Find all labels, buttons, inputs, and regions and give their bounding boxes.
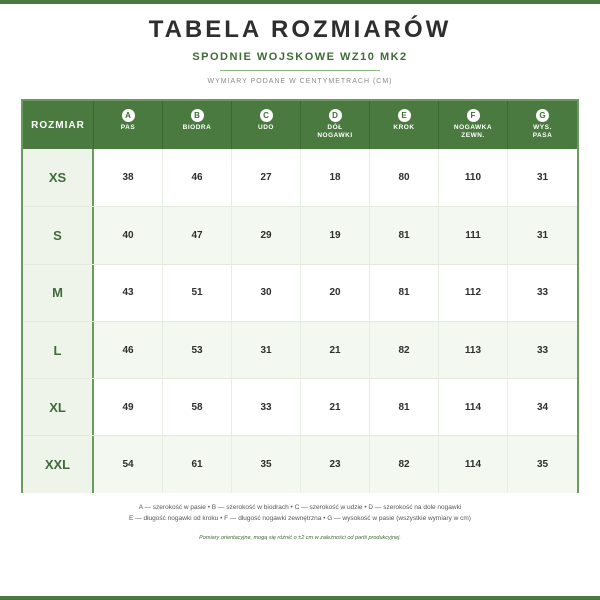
measurement-legend: [0, 502, 600, 524]
measurement-cell: 31: [232, 322, 301, 378]
measurement-cell: 20: [301, 265, 370, 321]
units-note: WYMIARY PODANE W CENTYMETRACH (CM): [207, 78, 393, 85]
column-header-c: [232, 101, 301, 149]
table-row: [23, 264, 577, 321]
measurement-cell: 61: [163, 436, 232, 492]
column-letter-badge: E: [398, 109, 411, 122]
table-row: [23, 149, 577, 206]
measurement-cell: 33: [536, 344, 549, 356]
column-header-g: [508, 101, 577, 149]
column-header-b: [163, 101, 232, 149]
size-label: M: [23, 265, 94, 321]
measurement-cell: 82: [370, 436, 439, 492]
disclaimer-note: Pomiary orientacyjne, mogą się różnić o ±2 cm w zależności od partii produkcyjnej.: [199, 535, 401, 541]
measurement-cell: 113: [439, 322, 508, 378]
size-label: XL: [23, 379, 94, 435]
column-letter-badge: C: [260, 109, 273, 122]
size-label: S: [23, 207, 94, 263]
measurement-cell: 58: [163, 379, 232, 435]
column-label: NOGAWKA ZEWN.: [453, 124, 493, 139]
column-letter-badge: F: [467, 109, 480, 122]
column-header-f: [439, 101, 508, 149]
measurement-cell: 114: [439, 436, 508, 492]
measurement-cell: 31: [536, 229, 549, 241]
measurement-cell: 82: [370, 322, 439, 378]
table-row: [23, 321, 577, 378]
measurement-cell: 18: [301, 149, 370, 206]
measurement-cell: 47: [163, 207, 232, 263]
measurement-cell: 35: [232, 436, 301, 492]
legend-line-1: A — szerokość w pasie • B — szerokość w biodrach • C — szerokość w udzie • D — szerokość na dole nogawki: [138, 504, 462, 511]
column-letter-badge: G: [536, 109, 549, 122]
measurement-cell: 29: [232, 207, 301, 263]
column-label: DÓŁ NOGAWKI: [317, 124, 353, 139]
top-accent-bar: [0, 0, 600, 4]
measurement-cell: 33: [536, 287, 549, 299]
measurement-cell: 81: [370, 265, 439, 321]
column-label: KROK: [393, 124, 415, 131]
size-column-header: ROZMIAR: [23, 101, 94, 149]
measurement-cell: 23: [301, 436, 370, 492]
measurement-cell: 114: [439, 379, 508, 435]
column-label: UDO: [258, 124, 274, 131]
page-title: TABELA ROZMIARÓW: [148, 16, 452, 43]
column-label: PAS: [120, 124, 136, 131]
measurement-cell: 46: [94, 322, 163, 378]
measurement-cell: 35: [536, 459, 549, 471]
measurement-cell: 110: [439, 149, 508, 206]
measurement-cell: 81: [370, 379, 439, 435]
size-label: XS: [23, 149, 94, 206]
page-header: [0, 16, 600, 87]
measurement-cell: 31: [536, 172, 549, 184]
size-label: L: [23, 322, 94, 378]
measurement-cell: 34: [536, 401, 549, 413]
measurement-cell: 33: [232, 379, 301, 435]
column-letter-badge: A: [122, 109, 135, 122]
measurement-cell: 46: [163, 149, 232, 206]
column-label: BIODRA: [182, 124, 212, 131]
table-header-row: [23, 101, 577, 149]
measurement-cell: 53: [163, 322, 232, 378]
column-label: WYS. PASA: [532, 124, 553, 139]
measurement-cell: 111: [439, 207, 508, 263]
column-letter-badge: D: [329, 109, 342, 122]
measurement-cell: 38: [94, 149, 163, 206]
table-row: [23, 206, 577, 263]
table-body: [23, 149, 577, 493]
measurement-cell: 112: [439, 265, 508, 321]
measurement-cell: 21: [301, 322, 370, 378]
column-header-a: [94, 101, 163, 149]
measurement-cell: 21: [301, 379, 370, 435]
bottom-accent-bar: [0, 596, 600, 600]
size-table: [21, 99, 579, 493]
legend-line-2: E — długość nogawki od kroku • F — długość nogawki zewnętrzna • G — wysokość w pasie (wszystkie wymiary w cm): [129, 515, 471, 522]
table-row: [23, 378, 577, 435]
column-letter-badge: B: [191, 109, 204, 122]
measurement-cell: 49: [94, 379, 163, 435]
column-header-e: [370, 101, 439, 149]
header-divider: [220, 70, 380, 71]
size-label: XXL: [23, 436, 94, 492]
measurement-cell: 30: [232, 265, 301, 321]
measurement-cell: 80: [370, 149, 439, 206]
page-subtitle: SPODNIE WOJSKOWE WZ10 MK2: [192, 51, 408, 63]
measurement-cell: 43: [94, 265, 163, 321]
column-header-d: [301, 101, 370, 149]
measurement-cell: 51: [163, 265, 232, 321]
measurement-cell: 81: [370, 207, 439, 263]
measurement-cell: 54: [94, 436, 163, 492]
table-row: [23, 435, 577, 492]
measurement-cell: 19: [301, 207, 370, 263]
measurement-cell: 27: [232, 149, 301, 206]
measurement-cell: 40: [94, 207, 163, 263]
